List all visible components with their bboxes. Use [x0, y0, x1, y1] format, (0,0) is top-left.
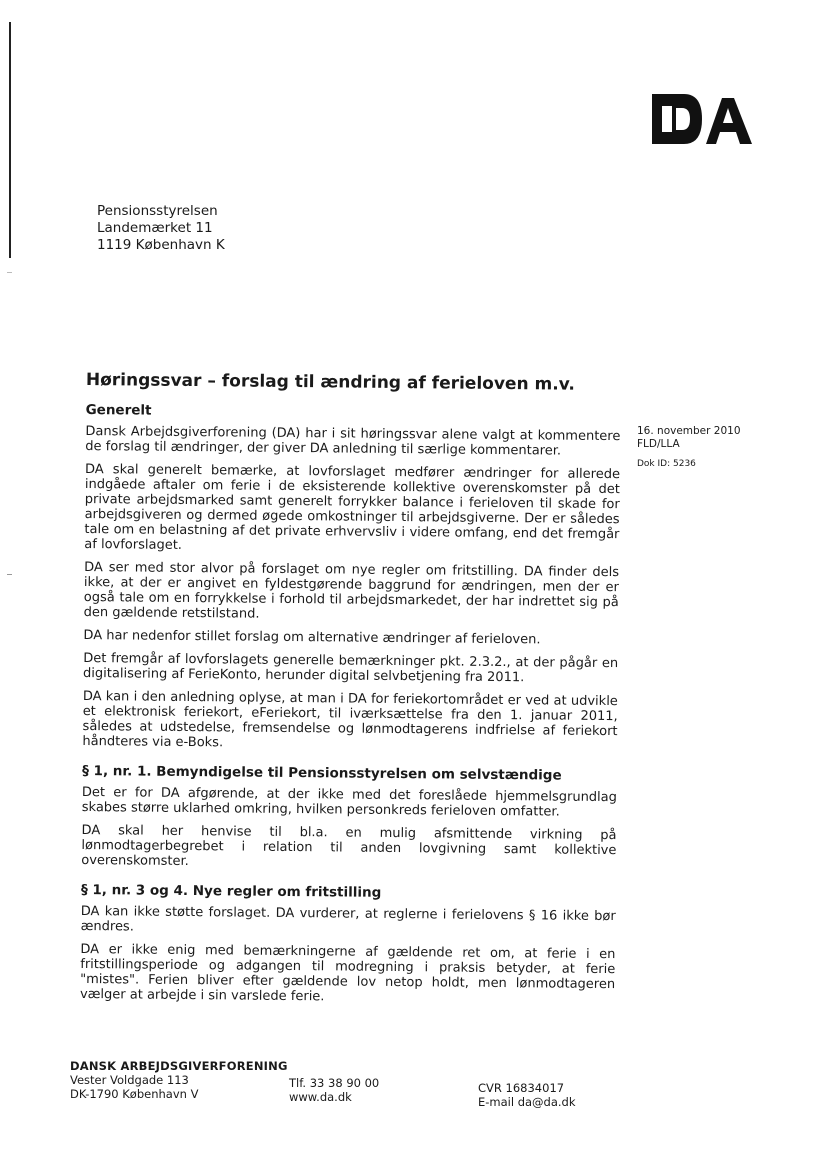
section-heading: § 1, nr. 1. Bemyndigelse til Pensionsstyrelsen om selvstændige — [82, 762, 562, 784]
letter-date: 16. november 2010 — [637, 425, 741, 437]
doc-id: Dok ID: 5236 — [637, 459, 696, 469]
recipient-street: Landemærket 11 — [97, 220, 213, 236]
footer-cvr: CVR 16834017 — [478, 1081, 565, 1095]
scan-mark — [7, 272, 12, 273]
letter-title: Høringssvar – forslag til ændring af ferieloven m.v. — [85, 370, 575, 395]
da-logo — [650, 92, 754, 146]
paragraph: DA er ikke enig med bemærkningerne af gældende ret om, at ferie i en fritstillingsperiode og adgangen til modregning i praksis betyder, at ferie "mistes". Ferien bliver efter gældende lov netop holdt, men lønmodtageren vælger at arbejde i sin varslede ferie. — [79, 941, 616, 1005]
letter-ref: FLD/LLA — [637, 438, 680, 450]
section-heading: § 1, nr. 3 og 4. Nye regler om fritstilling — [80, 881, 382, 901]
footer-org-block — [70, 1059, 288, 1101]
paragraph: DA ser med stor alvor på forslaget om nye regler om fritstilling. DA finder dels ikke, at der er angivet en fyldestgørende baggrund for ændringen, men der er også tale om en forrykkelse i forhold til arbejdsmarkedet, der har indrettet sig på den gældende retstilstand. — [83, 559, 620, 622]
letter-meta — [637, 425, 741, 471]
scan-mark — [7, 574, 12, 575]
footer-street: Vester Voldgade 113 — [70, 1073, 189, 1087]
paragraph: DA kan ikke støtte forslaget. DA vurderer, at reglerne i ferielovens § 16 ikke bør ændres. — [80, 903, 616, 935]
paragraph: DA kan i den anledning oplyse, at man i DA for feriekortområdet er ved at udvikle et elektronisk feriekort, eFeriekort, til iværksættelse fra den 1. januar 2011, således at udstedelse, fremsendelse og lønmodtagerens indfrielse af feriekort håndteres via e-Boks. — [82, 688, 618, 751]
paragraph: DA har nedenfor stillet forslag om alternative ændringer af ferieloven. — [83, 627, 541, 648]
paragraph: DA skal generelt bemærke, at lovforslaget medfører ændringer for allerede indgåede aftaler om ferie i de eksisterende kollektive overenskomster på det private arbejdsmarked samt generelt forrykker balance i ferieloven til skade for arbejdsgiveren og dermed øgede omkostninger til arbejdsgiverne. Der er således tale om en belastning af det private erhvervsliv i videre omfang, end det fremgår af lovforslaget. — [84, 461, 621, 553]
recipient-address — [97, 203, 225, 254]
scan-margin-line — [9, 22, 11, 258]
footer-org-name: DANSK ARBEJDSGIVERFORENING — [70, 1059, 288, 1073]
paragraph: Det er for DA afgørende, at der ikke med det foreslåede hjemmelsgrundlag skabes større uklarhed omkring, hvilken personkreds ferieloven omfatter. — [81, 784, 617, 820]
letter-body — [80, 370, 621, 1015]
section-heading: Generelt — [85, 401, 152, 419]
footer-phone: Tlf. 33 38 90 00 — [289, 1076, 380, 1090]
footer-email: E-mail da@da.dk — [478, 1095, 576, 1109]
footer-web: www.da.dk — [289, 1090, 352, 1104]
footer-city: DK-1790 København V — [70, 1087, 199, 1101]
recipient-name: Pensionsstyrelsen — [97, 203, 218, 219]
paragraph: DA skal her henvise til bl.a. en mulig afsmittende virkning på lønmodtagerbegrebet i relation til anden lovgivning samt kollektive overenskomster. — [81, 822, 617, 870]
footer-company — [478, 1081, 576, 1109]
paragraph: Dansk Arbejdsgiverforening (DA) har i sit høringssvar alene valgt at kommentere de forslag til ændringer, der giver DA anledning til særlige kommentarer. — [85, 423, 621, 459]
recipient-city: 1119 København K — [97, 237, 225, 253]
footer-contact — [289, 1076, 379, 1104]
paragraph: Det fremgår af lovforslagets generelle bemærkninger pkt. 2.3.2., at der pågår en digitalisering af FerieKonto, herunder digital selvbetjening fra 2011. — [83, 650, 619, 686]
